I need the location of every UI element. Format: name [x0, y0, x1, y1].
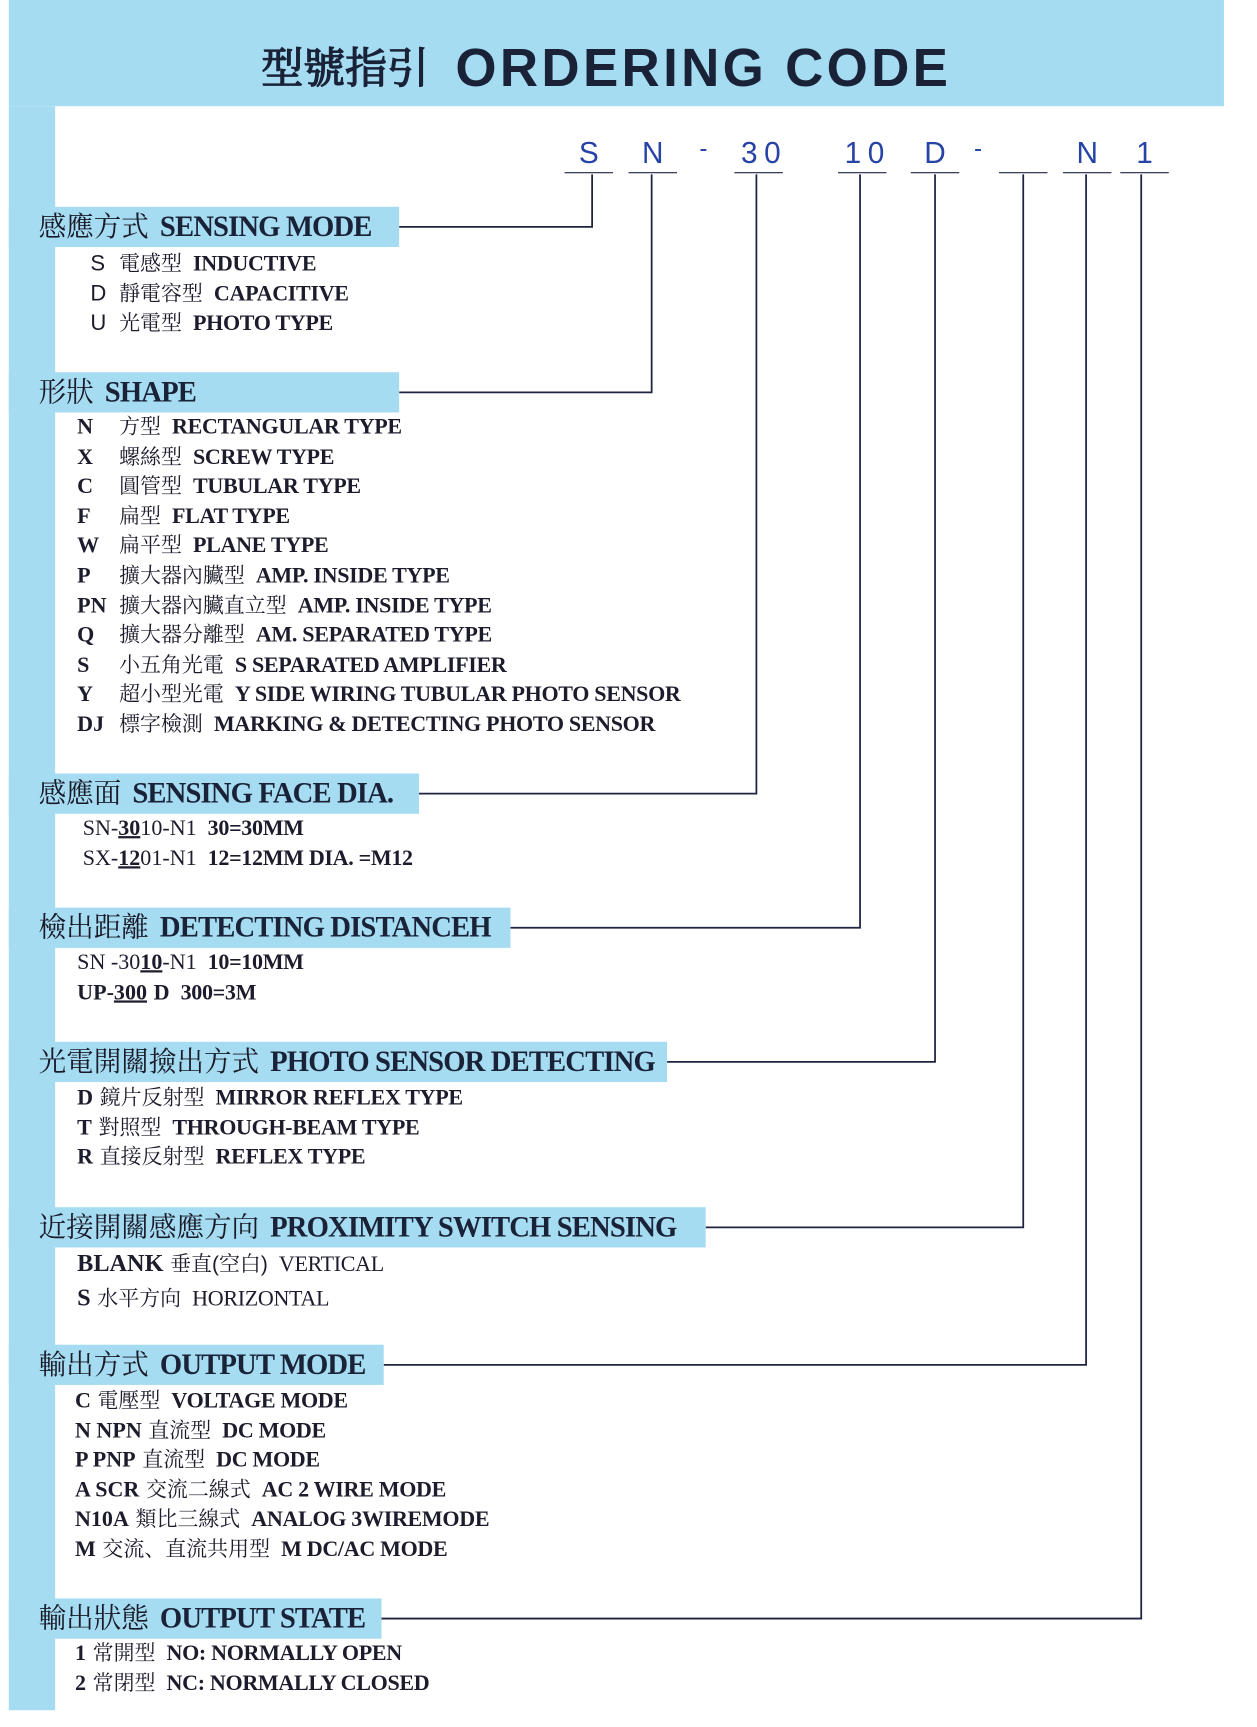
option-en: AM. SEPARATED TYPE: [255, 622, 492, 648]
option-en: NO: NORMALLY OPEN: [166, 1640, 402, 1666]
option-en: AC 2 WIRE MODE: [261, 1477, 446, 1503]
option-zh: 電感型: [119, 252, 182, 277]
option-en: DC MODE: [216, 1447, 320, 1473]
photo-detecting-options: [77, 1083, 463, 1172]
detecting-distance-label-zh: 檢出距離: [38, 912, 149, 944]
option-row: [77, 948, 303, 978]
option-en: 12=12MM DIA. =M12: [207, 846, 413, 871]
section-photo-detecting: [0, 1042, 1257, 1170]
proximity-direction-label-en: PROXIMITY SWITCH SENSING: [270, 1210, 677, 1243]
sensing-mode-label-zh: 感應方式: [38, 211, 149, 243]
option-zh: 靜電容型: [119, 282, 203, 306]
sensing-mode-label-en: SENSING MODE: [159, 210, 372, 243]
option-code: UP-: [77, 980, 114, 1005]
option-model-highlight: 12: [118, 846, 141, 871]
option-en: PHOTO TYPE: [192, 310, 333, 336]
option-row: [83, 814, 413, 844]
option-en: MARKING & DETECTING PHOTO SENSOR: [213, 711, 656, 737]
page-title-zh: 型號指引: [261, 46, 429, 94]
code-shape: N: [629, 134, 678, 173]
option-en: HORIZONTAL: [192, 1286, 330, 1312]
option-en: MIRROR REFLEX TYPE: [215, 1085, 463, 1110]
option-code: D: [153, 980, 170, 1005]
code-output-mode: N: [1063, 134, 1112, 173]
option-en: VOLTAGE MODE: [171, 1388, 348, 1413]
section-detecting-distance: [0, 908, 1257, 1005]
option-zh: 標字檢測: [119, 713, 203, 737]
option-row: [75, 1505, 489, 1535]
option-code: S: [77, 652, 90, 678]
option-model-ref: SN-: [82, 815, 119, 841]
option-row: [77, 502, 680, 532]
section-output-mode: [0, 1345, 1257, 1562]
option-zh: 常開型: [92, 1642, 156, 1666]
option-code: D: [77, 1085, 94, 1110]
connector-photo-detecting: [667, 174, 935, 1062]
option-row: [77, 1113, 463, 1143]
option-zh: 扁型: [119, 505, 162, 529]
shape-label-bar: [9, 372, 399, 412]
code-output-state: 1: [1120, 134, 1169, 173]
code-sensing-mode: S: [565, 134, 614, 173]
page-title-en: ORDERING CODE: [455, 39, 952, 99]
option-zh: 光電型: [119, 311, 182, 336]
option-zh: 扁平型: [119, 534, 182, 559]
code-distance: 10: [838, 134, 887, 173]
option-row: [77, 561, 680, 591]
option-zh: 交流二線式: [145, 1478, 251, 1503]
option-row: [75, 1416, 489, 1446]
option-row: [75, 1669, 429, 1699]
sensing-face-options: [83, 814, 413, 874]
option-code: N10A: [74, 1507, 129, 1532]
sensing-mode-label-bar: [9, 207, 399, 247]
option-row: [77, 978, 303, 1008]
option-en: 10=10MM: [207, 950, 304, 975]
option-row: [90, 309, 348, 339]
option-code: X: [77, 444, 94, 470]
connector-output-mode: [384, 174, 1086, 1364]
option-row: [77, 1280, 384, 1315]
option-code: M: [74, 1536, 96, 1562]
option-model-highlight: 10: [140, 950, 163, 975]
code-detecting: D: [911, 134, 960, 173]
option-en: SCREW TYPE: [192, 444, 335, 470]
section-output-state: [0, 1598, 1257, 1696]
proximity-direction-label-bar: [9, 1207, 706, 1247]
option-en: RECTANGULAR TYPE: [172, 414, 402, 440]
option-row: [77, 680, 680, 710]
option-en: 30=30MM: [207, 815, 304, 841]
option-en: AMP. INSIDE TYPE: [297, 593, 492, 618]
option-row: [90, 249, 348, 279]
section-shape: [0, 372, 1257, 737]
option-code: Y: [77, 682, 94, 707]
option-code: C: [74, 1388, 91, 1413]
photo-detecting-label-zh: 光電開關撿出方式: [38, 1046, 260, 1078]
option-model-ref: SN -30: [77, 950, 141, 975]
option-code: R: [77, 1144, 94, 1170]
option-code: S: [90, 251, 106, 277]
option-en: ANALOG 3WIREMODE: [251, 1507, 490, 1532]
option-zh: 垂直(空白): [170, 1253, 268, 1277]
option-row: [77, 1083, 463, 1113]
option-code: T: [77, 1115, 92, 1140]
output-state-label-en: OUTPUT STATE: [159, 1601, 366, 1635]
option-code: A SCR: [74, 1477, 140, 1503]
output-state-label-zh: 輸出狀態: [38, 1602, 149, 1635]
option-en: CAPACITIVE: [213, 281, 349, 306]
option-zh: 常閉型: [92, 1672, 156, 1696]
detecting-distance-options: [77, 948, 303, 1008]
option-zh: 電壓型: [97, 1389, 161, 1413]
option-row: [77, 591, 680, 621]
connector-sensing-mode: [399, 174, 592, 227]
shape-label-en: SHAPE: [104, 375, 196, 408]
option-model-ref: -N1: [162, 950, 197, 975]
option-model-highlight: 30: [118, 815, 141, 841]
option-zh: 直接反射型: [99, 1145, 205, 1170]
connector-output-state: [382, 174, 1142, 1618]
option-code: N: [77, 414, 94, 440]
option-en: REFLEX TYPE: [215, 1144, 366, 1170]
option-zh: 直流型: [142, 1448, 206, 1473]
output-mode-options: [75, 1386, 489, 1564]
option-code: BLANK: [77, 1248, 164, 1277]
option-en: INDUCTIVE: [192, 251, 317, 277]
code-separator-2: -: [973, 134, 989, 163]
option-code: W: [77, 533, 100, 559]
option-en: S SEPARATED AMPLIFIER: [234, 652, 507, 678]
option-zh: 對照型: [98, 1116, 162, 1140]
option-row: [83, 844, 413, 874]
option-row: [77, 412, 680, 442]
option-row: [77, 710, 680, 740]
option-en: AMP. INSIDE TYPE: [255, 563, 450, 588]
option-en: FLAT TYPE: [172, 503, 290, 529]
output-mode-label-bar: [9, 1345, 384, 1385]
option-code: Q: [77, 622, 95, 648]
option-zh: 類比三線式: [135, 1508, 241, 1532]
code-separator-1: -: [699, 134, 715, 163]
proximity-direction-label-zh: 近接開關感應方向: [38, 1211, 260, 1243]
option-row: [75, 1535, 489, 1565]
option-zh: 擴大器分離型: [119, 623, 245, 648]
output-mode-label-zh: 輸出方式: [38, 1349, 149, 1381]
option-code: N NPN: [74, 1418, 142, 1443]
option-zh: 鏡片反射型: [99, 1086, 205, 1110]
option-model-ref: 10-N1: [140, 815, 197, 841]
option-code: F: [77, 503, 91, 529]
option-code: S: [77, 1283, 91, 1312]
option-en: TUBULAR TYPE: [192, 474, 361, 499]
option-zh: 交流、直流共用型: [102, 1538, 271, 1562]
detecting-distance-label-en: DETECTING DISTANCEH: [159, 911, 491, 944]
option-row: [75, 1386, 489, 1416]
output-mode-label-en: OUTPUT MODE: [159, 1348, 366, 1381]
option-zh: 方型: [119, 415, 162, 440]
option-row: [77, 1142, 463, 1172]
option-code: DJ: [77, 711, 105, 737]
option-zh: 小五角光電: [119, 653, 224, 678]
option-code: P PNP: [74, 1447, 136, 1473]
option-row: [77, 650, 680, 680]
option-row: [90, 279, 348, 309]
option-model-ref: 01-N1: [140, 846, 197, 871]
option-row: [75, 1475, 489, 1505]
option-zh: 圓管型: [119, 475, 182, 499]
option-zh: 擴大器內臟直立型: [119, 594, 287, 618]
option-en: NC: NORMALLY CLOSED: [166, 1671, 430, 1696]
section-sensing-face: [0, 774, 1257, 871]
photo-detecting-label-bar: [9, 1042, 667, 1082]
option-model-highlight: 300: [113, 980, 148, 1005]
output-state-label-bar: [9, 1598, 382, 1638]
option-code: P: [77, 563, 91, 588]
option-zh: 水平方向: [97, 1287, 182, 1312]
sensing-face-label-bar: [9, 774, 419, 814]
option-row: [77, 531, 680, 561]
sensing-mode-options: [90, 249, 348, 338]
option-row: [77, 472, 680, 502]
option-code: C: [77, 474, 94, 499]
option-en: THROUGH-BEAM TYPE: [172, 1115, 420, 1140]
option-row: [77, 1245, 384, 1280]
section-proximity-direction: [0, 1207, 1257, 1312]
option-zh: 擴大器內臟型: [119, 564, 245, 588]
option-en: M DC/AC MODE: [281, 1536, 448, 1562]
option-row: [77, 621, 680, 651]
shape-options: [77, 412, 680, 739]
shape-label-zh: 形狀: [38, 376, 94, 408]
connector-proximity-direction: [706, 174, 1024, 1227]
proximity-direction-options: [77, 1245, 384, 1314]
output-state-options: [75, 1639, 429, 1699]
section-sensing-mode: [0, 207, 1257, 336]
option-model-ref: SX-: [82, 846, 119, 871]
option-zh: 螺絲型: [119, 445, 182, 470]
option-en: 300=3M: [180, 980, 257, 1005]
option-code: U: [90, 310, 107, 336]
sensing-face-label-en: SENSING FACE DIA.: [132, 776, 394, 810]
option-zh: 超小型光電: [119, 683, 224, 707]
option-zh: 直流型: [148, 1419, 212, 1443]
option-en: Y SIDE WIRING TUBULAR PHOTO SENSOR: [234, 682, 681, 707]
photo-detecting-label-en: PHOTO SENSOR DETECTING: [270, 1045, 655, 1078]
option-row: [75, 1446, 489, 1476]
option-en: PLANE TYPE: [192, 533, 329, 559]
code-face-dia: 30: [734, 134, 783, 173]
option-code: 2: [74, 1671, 87, 1696]
option-code: PN: [77, 593, 107, 618]
option-code: 1: [74, 1640, 87, 1666]
option-code: D: [90, 281, 107, 306]
option-en: VERTICAL: [278, 1251, 384, 1277]
option-row: [75, 1639, 429, 1669]
option-row: [77, 442, 680, 472]
detecting-distance-label-bar: [9, 908, 511, 948]
option-en: DC MODE: [222, 1418, 326, 1443]
sensing-face-label-zh: 感應面: [38, 777, 122, 810]
